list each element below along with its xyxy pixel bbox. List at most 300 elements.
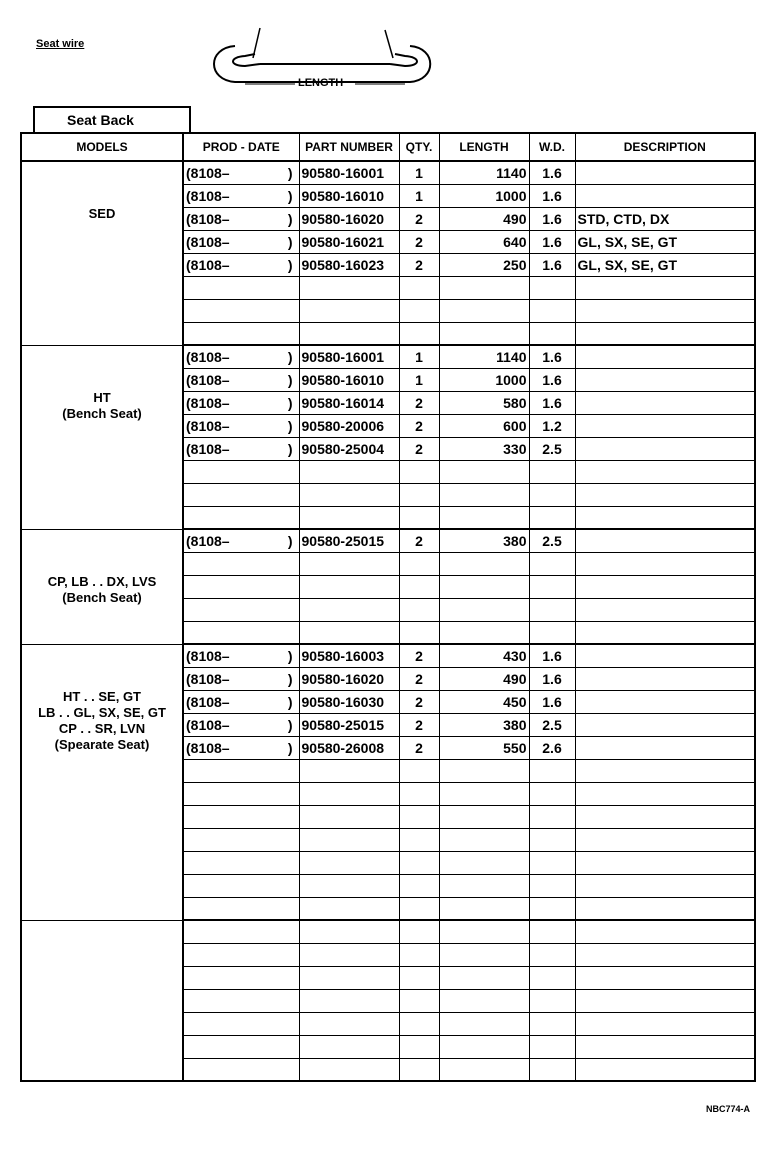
qty-cell xyxy=(399,782,439,805)
wd-cell xyxy=(529,598,575,621)
prod-date-cell xyxy=(183,989,299,1012)
wd-cell: 1.6 xyxy=(529,253,575,276)
wd-cell: 1.6 xyxy=(529,161,575,184)
wd-cell: 1.6 xyxy=(529,644,575,667)
length-cell: 380 xyxy=(439,529,529,552)
wd-cell xyxy=(529,322,575,345)
part-number-cell xyxy=(299,828,399,851)
prod-date-cell xyxy=(183,621,299,644)
length-cell: 380 xyxy=(439,713,529,736)
part-number-cell xyxy=(299,1058,399,1081)
prod-date-text: (8108– xyxy=(186,233,230,250)
length-cell xyxy=(439,598,529,621)
length-cell: 430 xyxy=(439,644,529,667)
length-cell: 600 xyxy=(439,414,529,437)
part-number-cell xyxy=(299,897,399,920)
qty-cell: 2 xyxy=(399,667,439,690)
length-cell: 1000 xyxy=(439,184,529,207)
wd-cell xyxy=(529,920,575,943)
prod-date-text: (8108– xyxy=(186,256,230,273)
prod-date-cell xyxy=(183,1012,299,1035)
qty-cell xyxy=(399,874,439,897)
wd-cell xyxy=(529,874,575,897)
qty-cell xyxy=(399,575,439,598)
description-cell xyxy=(575,966,755,989)
length-cell: 490 xyxy=(439,667,529,690)
prod-date-close: ) xyxy=(287,371,293,388)
qty-cell xyxy=(399,276,439,299)
description-cell xyxy=(575,506,755,529)
description-cell xyxy=(575,897,755,920)
qty-cell xyxy=(399,598,439,621)
qty-cell: 2 xyxy=(399,437,439,460)
prod-date-cell xyxy=(183,552,299,575)
seat-wire-diagram xyxy=(205,24,445,100)
prod-date-close: ) xyxy=(287,693,293,710)
wd-cell: 1.6 xyxy=(529,690,575,713)
description-cell xyxy=(575,621,755,644)
length-cell: 1000 xyxy=(439,368,529,391)
prod-date-text: (8108– xyxy=(186,693,230,710)
description-cell xyxy=(575,322,755,345)
length-cell xyxy=(439,460,529,483)
description-cell xyxy=(575,713,755,736)
wd-cell xyxy=(529,828,575,851)
qty-cell: 2 xyxy=(399,736,439,759)
column-header: PART NUMBER xyxy=(299,133,399,161)
part-number-cell xyxy=(299,966,399,989)
part-number-cell: 90580-16021 xyxy=(299,230,399,253)
description-cell xyxy=(575,575,755,598)
wd-cell: 1.2 xyxy=(529,414,575,437)
prod-date-text: (8108– xyxy=(186,440,230,457)
wd-cell xyxy=(529,276,575,299)
prod-date-cell xyxy=(183,506,299,529)
description-cell xyxy=(575,1058,755,1081)
description-cell: STD, CTD, DX xyxy=(575,207,755,230)
length-cell xyxy=(439,759,529,782)
length-cell xyxy=(439,1035,529,1058)
prod-date-cell xyxy=(183,897,299,920)
prod-date-close: ) xyxy=(287,187,293,204)
prod-date-cell xyxy=(183,207,299,230)
part-number-cell: 90580-16010 xyxy=(299,184,399,207)
prod-date-close: ) xyxy=(287,210,293,227)
qty-cell xyxy=(399,897,439,920)
length-cell: 450 xyxy=(439,690,529,713)
description-cell xyxy=(575,161,755,184)
qty-cell: 2 xyxy=(399,644,439,667)
wd-cell: 1.6 xyxy=(529,345,575,368)
qty-cell xyxy=(399,1058,439,1081)
description-cell xyxy=(575,920,755,943)
figure-code: NBC774-A xyxy=(705,1104,750,1114)
prod-date-close: ) xyxy=(287,670,293,687)
prod-date-text: (8108– xyxy=(186,348,230,365)
length-cell: 1140 xyxy=(439,161,529,184)
prod-date-text: (8108– xyxy=(186,647,230,664)
length-cell xyxy=(439,299,529,322)
model-cell xyxy=(21,920,183,1081)
part-number-cell: 90580-26008 xyxy=(299,736,399,759)
qty-cell: 1 xyxy=(399,345,439,368)
qty-cell: 2 xyxy=(399,414,439,437)
description-cell xyxy=(575,299,755,322)
part-number-cell xyxy=(299,552,399,575)
length-cell xyxy=(439,1058,529,1081)
prod-date-close: ) xyxy=(287,348,293,365)
qty-cell: 2 xyxy=(399,253,439,276)
description-cell xyxy=(575,759,755,782)
length-cell xyxy=(439,943,529,966)
prod-date-cell xyxy=(183,690,299,713)
wd-cell xyxy=(529,552,575,575)
prod-date-close: ) xyxy=(287,256,293,273)
qty-cell: 2 xyxy=(399,230,439,253)
length-cell: 330 xyxy=(439,437,529,460)
prod-date-text: (8108– xyxy=(186,716,230,733)
part-number-cell xyxy=(299,598,399,621)
part-number-cell xyxy=(299,575,399,598)
prod-date-cell xyxy=(183,713,299,736)
header-row xyxy=(21,133,755,161)
description-cell xyxy=(575,552,755,575)
qty-cell xyxy=(399,483,439,506)
prod-date-cell xyxy=(183,828,299,851)
prod-date-close: ) xyxy=(287,440,293,457)
part-number-cell xyxy=(299,460,399,483)
wd-cell xyxy=(529,851,575,874)
length-cell: 550 xyxy=(439,736,529,759)
column-header: PROD - DATE xyxy=(183,133,299,161)
wd-cell: 2.5 xyxy=(529,713,575,736)
wd-cell xyxy=(529,782,575,805)
model-name: HT xyxy=(93,389,111,405)
model-cell xyxy=(21,644,183,920)
description-cell xyxy=(575,529,755,552)
description-cell xyxy=(575,414,755,437)
length-cell xyxy=(439,782,529,805)
prod-date-cell xyxy=(183,253,299,276)
description-cell xyxy=(575,391,755,414)
part-number-cell xyxy=(299,276,399,299)
wd-cell: 1.6 xyxy=(529,207,575,230)
qty-cell xyxy=(399,920,439,943)
prod-date-cell xyxy=(183,414,299,437)
wd-cell xyxy=(529,460,575,483)
model-name: (Spearate Seat) xyxy=(54,736,150,752)
length-cell xyxy=(439,1012,529,1035)
qty-cell xyxy=(399,552,439,575)
wd-cell: 1.6 xyxy=(529,391,575,414)
section-title: Seat Back xyxy=(33,106,191,132)
wd-cell xyxy=(529,989,575,1012)
prod-date-cell xyxy=(183,736,299,759)
model-name: CP . . SR, LVN xyxy=(58,720,146,736)
prod-date-close: ) xyxy=(287,164,293,181)
model-name: SED xyxy=(88,206,116,221)
table-row xyxy=(21,920,755,943)
qty-cell xyxy=(399,460,439,483)
wd-cell xyxy=(529,506,575,529)
part-number-cell: 90580-16030 xyxy=(299,690,399,713)
prod-date-cell xyxy=(183,920,299,943)
prod-date-close: ) xyxy=(287,739,293,756)
part-number-cell: 90580-16014 xyxy=(299,391,399,414)
wd-cell xyxy=(529,1058,575,1081)
part-number-cell xyxy=(299,805,399,828)
prod-date-cell xyxy=(183,345,299,368)
length-cell xyxy=(439,506,529,529)
prod-date-cell xyxy=(183,644,299,667)
part-number-cell: 90580-16020 xyxy=(299,667,399,690)
qty-cell xyxy=(399,621,439,644)
length-cell: 250 xyxy=(439,253,529,276)
prod-date-cell xyxy=(183,276,299,299)
description-cell xyxy=(575,782,755,805)
description-cell xyxy=(575,851,755,874)
prod-date-cell xyxy=(183,1035,299,1058)
description-cell xyxy=(575,368,755,391)
qty-cell xyxy=(399,828,439,851)
wd-cell xyxy=(529,943,575,966)
description-cell xyxy=(575,483,755,506)
column-header: LENGTH xyxy=(439,133,529,161)
prod-date-cell xyxy=(183,782,299,805)
prod-date-cell xyxy=(183,598,299,621)
description-cell xyxy=(575,667,755,690)
prod-date-text: (8108– xyxy=(186,210,230,227)
length-cell xyxy=(439,621,529,644)
prod-date-text: (8108– xyxy=(186,532,230,549)
qty-cell: 2 xyxy=(399,713,439,736)
part-number-cell: 90580-25015 xyxy=(299,713,399,736)
wd-cell xyxy=(529,483,575,506)
wd-cell xyxy=(529,575,575,598)
length-cell xyxy=(439,897,529,920)
qty-cell xyxy=(399,506,439,529)
column-header: DESCRIPTION xyxy=(575,133,755,161)
qty-cell xyxy=(399,851,439,874)
part-number-cell xyxy=(299,874,399,897)
qty-cell xyxy=(399,299,439,322)
prod-date-cell xyxy=(183,161,299,184)
length-cell: 490 xyxy=(439,207,529,230)
prod-date-cell xyxy=(183,322,299,345)
wd-cell: 1.6 xyxy=(529,667,575,690)
part-number-cell xyxy=(299,1012,399,1035)
description-cell xyxy=(575,736,755,759)
description-cell xyxy=(575,805,755,828)
prod-date-cell xyxy=(183,437,299,460)
prod-date-close: ) xyxy=(287,233,293,250)
wd-cell: 2.5 xyxy=(529,529,575,552)
description-cell xyxy=(575,828,755,851)
qty-cell: 1 xyxy=(399,184,439,207)
wd-cell: 1.6 xyxy=(529,230,575,253)
wd-cell xyxy=(529,621,575,644)
length-cell: 640 xyxy=(439,230,529,253)
prod-date-cell xyxy=(183,966,299,989)
part-number-cell xyxy=(299,322,399,345)
part-number-cell xyxy=(299,621,399,644)
description-cell xyxy=(575,989,755,1012)
description-cell xyxy=(575,874,755,897)
wd-cell: 1.6 xyxy=(529,368,575,391)
part-number-cell: 90580-25015 xyxy=(299,529,399,552)
model-cell xyxy=(21,345,183,529)
description-cell: GL, SX, SE, GT xyxy=(575,253,755,276)
prod-date-close: ) xyxy=(287,417,293,434)
qty-cell: 2 xyxy=(399,207,439,230)
length-cell xyxy=(439,276,529,299)
seat-wire-table xyxy=(20,132,754,1098)
model-name: LB . . GL, SX, SE, GT xyxy=(38,704,166,720)
wd-cell xyxy=(529,1012,575,1035)
description-cell xyxy=(575,690,755,713)
part-number-cell xyxy=(299,299,399,322)
prod-date-text: (8108– xyxy=(186,670,230,687)
prod-date-close: ) xyxy=(287,394,293,411)
qty-cell xyxy=(399,322,439,345)
qty-cell xyxy=(399,943,439,966)
part-number-cell: 90580-25004 xyxy=(299,437,399,460)
prod-date-text: (8108– xyxy=(186,164,230,181)
part-number-cell xyxy=(299,851,399,874)
part-number-cell xyxy=(299,989,399,1012)
prod-date-cell xyxy=(183,667,299,690)
part-number-cell xyxy=(299,920,399,943)
model-cell xyxy=(21,161,183,345)
qty-cell: 1 xyxy=(399,368,439,391)
description-cell xyxy=(575,1012,755,1035)
prod-date-cell xyxy=(183,529,299,552)
length-cell: 1140 xyxy=(439,345,529,368)
description-cell xyxy=(575,345,755,368)
description-cell xyxy=(575,460,755,483)
qty-cell xyxy=(399,1012,439,1035)
prod-date-cell xyxy=(183,299,299,322)
prod-date-text: (8108– xyxy=(186,371,230,388)
prod-date-cell xyxy=(183,1058,299,1081)
length-cell xyxy=(439,851,529,874)
prod-date-cell xyxy=(183,391,299,414)
qty-cell: 1 xyxy=(399,161,439,184)
prod-date-cell xyxy=(183,483,299,506)
part-number-cell: 90580-20006 xyxy=(299,414,399,437)
length-cell xyxy=(439,989,529,1012)
length-cell xyxy=(439,552,529,575)
column-header: QTY. xyxy=(399,133,439,161)
prod-date-close: ) xyxy=(287,532,293,549)
part-number-cell xyxy=(299,483,399,506)
qty-cell xyxy=(399,966,439,989)
table-row xyxy=(21,161,755,184)
model-name: (Bench Seat) xyxy=(62,405,142,421)
part-number-cell: 90580-16023 xyxy=(299,253,399,276)
length-cell xyxy=(439,828,529,851)
prod-date-cell xyxy=(183,184,299,207)
description-cell xyxy=(575,184,755,207)
length-dimension-label: LENGTH xyxy=(298,77,344,89)
model-name: HT . . SE, GT xyxy=(62,688,141,704)
wd-cell xyxy=(529,759,575,782)
description-cell xyxy=(575,276,755,299)
qty-cell: 2 xyxy=(399,529,439,552)
part-number-cell xyxy=(299,506,399,529)
prod-date-text: (8108– xyxy=(186,187,230,204)
part-number-cell xyxy=(299,782,399,805)
prod-date-text: (8108– xyxy=(186,417,230,434)
part-number-cell: 90580-16010 xyxy=(299,368,399,391)
prod-date-close: ) xyxy=(287,716,293,733)
model-name: (Bench Seat) xyxy=(62,589,142,605)
qty-cell xyxy=(399,989,439,1012)
description-cell: GL, SX, SE, GT xyxy=(575,230,755,253)
qty-cell xyxy=(399,759,439,782)
length-cell xyxy=(439,483,529,506)
table-row xyxy=(21,529,755,552)
qty-cell xyxy=(399,805,439,828)
description-cell xyxy=(575,1035,755,1058)
seat-wire-label: Seat wire xyxy=(36,38,85,50)
prod-date-cell xyxy=(183,874,299,897)
prod-date-cell xyxy=(183,759,299,782)
wd-cell xyxy=(529,897,575,920)
prod-date-text: (8108– xyxy=(186,394,230,411)
table-row xyxy=(21,345,755,368)
model-cell xyxy=(21,529,183,644)
wd-cell xyxy=(529,299,575,322)
prod-date-cell xyxy=(183,851,299,874)
wd-cell: 2.6 xyxy=(529,736,575,759)
wd-cell: 2.5 xyxy=(529,437,575,460)
prod-date-cell xyxy=(183,943,299,966)
prod-date-cell xyxy=(183,575,299,598)
model-name: CP, LB . . DX, LVS xyxy=(47,573,157,589)
part-number-cell xyxy=(299,943,399,966)
length-cell xyxy=(439,966,529,989)
wd-cell xyxy=(529,805,575,828)
qty-cell: 2 xyxy=(399,690,439,713)
part-number-cell: 90580-16003 xyxy=(299,644,399,667)
prod-date-cell xyxy=(183,368,299,391)
length-cell xyxy=(439,575,529,598)
description-cell xyxy=(575,598,755,621)
wd-cell xyxy=(529,966,575,989)
part-number-cell xyxy=(299,759,399,782)
length-cell xyxy=(439,920,529,943)
part-number-cell: 90580-16020 xyxy=(299,207,399,230)
part-number-cell xyxy=(299,1035,399,1058)
prod-date-cell xyxy=(183,805,299,828)
qty-cell xyxy=(399,1035,439,1058)
length-cell: 580 xyxy=(439,391,529,414)
description-cell xyxy=(575,644,755,667)
part-number-cell: 90580-16001 xyxy=(299,161,399,184)
qty-cell: 2 xyxy=(399,391,439,414)
column-header: MODELS xyxy=(21,133,183,161)
prod-date-text: (8108– xyxy=(186,739,230,756)
part-number-cell: 90580-16001 xyxy=(299,345,399,368)
length-cell xyxy=(439,805,529,828)
length-cell xyxy=(439,874,529,897)
description-cell xyxy=(575,437,755,460)
description-cell xyxy=(575,943,755,966)
table-row xyxy=(21,644,755,667)
prod-date-cell xyxy=(183,230,299,253)
wd-cell xyxy=(529,1035,575,1058)
